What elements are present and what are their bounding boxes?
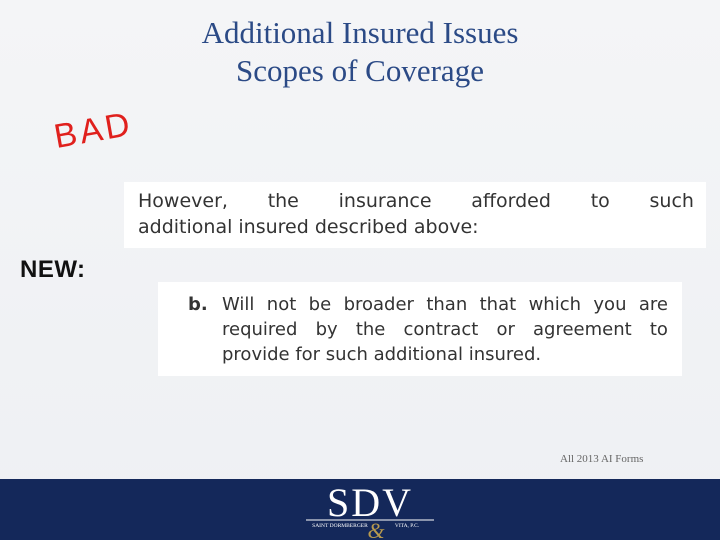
new-excerpt-line-2 bbox=[222, 317, 668, 342]
new-excerpt-line-1 bbox=[222, 292, 668, 317]
bad-label: BAD bbox=[51, 104, 136, 157]
excerpt-word: contract bbox=[403, 319, 479, 340]
new-excerpt-body bbox=[222, 292, 668, 367]
excerpt-word: not bbox=[266, 294, 297, 315]
logo-firm-right: VITA, P.C. bbox=[394, 523, 420, 529]
old-excerpt-line-1 bbox=[138, 188, 694, 214]
new-excerpt-line-3: provide for such additional insured. bbox=[222, 344, 542, 365]
excerpt-word: insurance bbox=[338, 190, 432, 212]
excerpt-word: required bbox=[222, 319, 298, 340]
clause-marker: b. bbox=[188, 294, 208, 315]
new-label: NEW: bbox=[20, 256, 86, 283]
excerpt-word: be bbox=[308, 294, 332, 315]
logo-firm-left: SAINT DORMBERGER bbox=[312, 523, 368, 529]
excerpt-word: to bbox=[590, 190, 610, 212]
logo-letters: SDV bbox=[326, 482, 414, 525]
excerpt-word: which bbox=[528, 294, 582, 315]
old-excerpt-line-2: additional insured described above: bbox=[138, 216, 479, 238]
slide-title-line-1: Additional Insured Issues bbox=[201, 15, 519, 50]
slide-title-line-2: Scopes of Coverage bbox=[236, 53, 484, 88]
excerpt-word: the bbox=[355, 319, 386, 340]
excerpt-word: broader bbox=[343, 294, 414, 315]
slide-title bbox=[0, 14, 720, 90]
excerpt-word: or bbox=[496, 319, 515, 340]
excerpt-word: are bbox=[638, 294, 668, 315]
excerpt-word: the bbox=[267, 190, 299, 212]
excerpt-word: that bbox=[479, 294, 517, 315]
excerpt-word: afforded bbox=[471, 190, 551, 212]
excerpt-word: to bbox=[649, 319, 668, 340]
logo-ampersand: & bbox=[367, 518, 385, 540]
excerpt-word: you bbox=[593, 294, 627, 315]
new-policy-excerpt bbox=[158, 282, 682, 376]
excerpt-word: agreement bbox=[533, 319, 632, 340]
excerpt-word: such bbox=[649, 190, 694, 212]
excerpt-word: than bbox=[426, 294, 468, 315]
excerpt-word: However, bbox=[138, 190, 228, 212]
excerpt-word: by bbox=[315, 319, 338, 340]
footnote: All 2013 AI Forms bbox=[560, 453, 644, 465]
excerpt-word: Will bbox=[222, 294, 255, 315]
firm-logo bbox=[300, 482, 440, 540]
old-policy-excerpt bbox=[124, 182, 706, 248]
